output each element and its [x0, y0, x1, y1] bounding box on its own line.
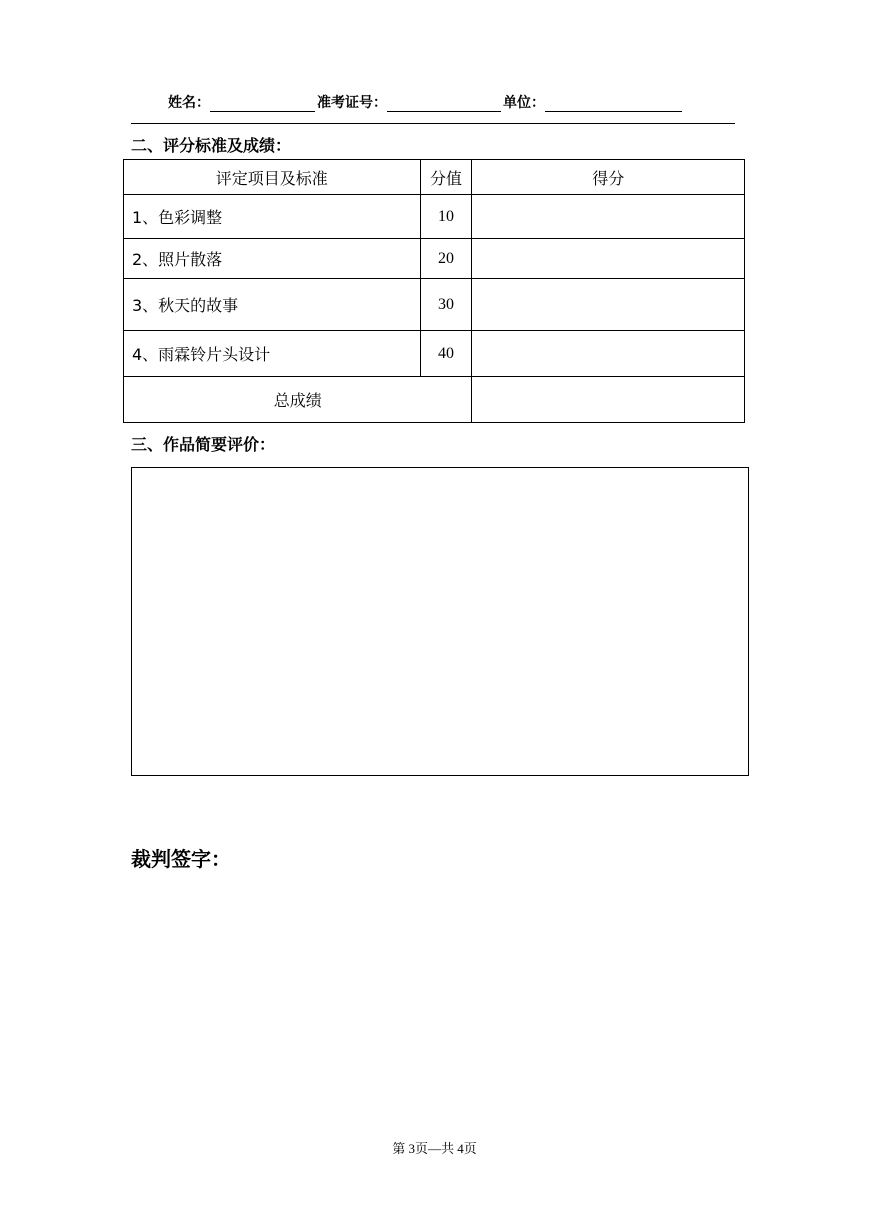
scoring-section-title: 二、评分标准及成绩： [131, 136, 292, 155]
score-cell[interactable] [472, 195, 745, 239]
criteria-cell: 1、色彩调整 [124, 195, 421, 239]
candidate-info-line [168, 92, 684, 112]
total-row [124, 377, 745, 423]
header-points: 分值 [420, 160, 472, 195]
table-header-row [124, 160, 745, 195]
header-score: 得分 [472, 160, 745, 195]
ticket-number-label: 准考证号： [317, 95, 387, 111]
ticket-number-field[interactable] [387, 97, 501, 112]
header-criteria: 评定项目及标准 [124, 160, 421, 195]
table-row [124, 239, 745, 279]
score-cell[interactable] [472, 239, 745, 279]
criteria-cell: 4、雨霖铃片头设计 [124, 331, 421, 377]
scoring-table [123, 159, 745, 423]
score-cell[interactable] [472, 279, 745, 331]
points-cell: 10 [420, 195, 472, 239]
points-cell: 30 [420, 279, 472, 331]
total-score-cell[interactable] [472, 377, 745, 423]
table-row [124, 195, 745, 239]
name-label: 姓名： [168, 95, 210, 111]
score-cell[interactable] [472, 331, 745, 377]
evaluation-section-title: 三、作品简要评价： [131, 435, 276, 454]
unit-field[interactable] [545, 97, 682, 112]
judge-signature-label: 裁判签字： [131, 847, 231, 871]
points-cell: 40 [420, 331, 472, 377]
unit-label: 单位： [503, 95, 545, 111]
points-cell: 20 [420, 239, 472, 279]
table-row [124, 331, 745, 377]
criteria-cell: 2、照片散落 [124, 239, 421, 279]
total-label: 总成绩 [124, 377, 472, 423]
criteria-cell: 3、秋天的故事 [124, 279, 421, 331]
name-field[interactable] [210, 97, 315, 112]
table-row [124, 279, 745, 331]
page-footer: 第 3页—共 4页 [392, 1141, 477, 1156]
evaluation-box[interactable] [131, 467, 749, 776]
header-divider [131, 123, 735, 124]
